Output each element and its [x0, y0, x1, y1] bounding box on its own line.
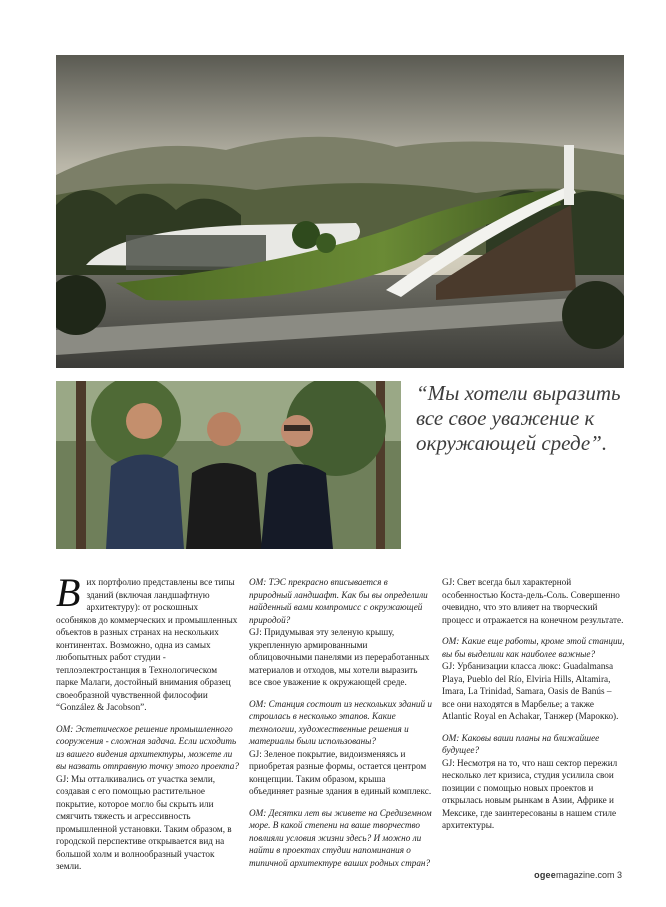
qa-block — [249, 698, 432, 798]
answer-text: GJ: Несмотря на то, что наш сектор пережил несколько лет кризиса, студия усилила свои позиции с помощью новых проектов и открылась новым рынкам в Азии, Африке и Мексике, где заинтересованы в нашем стиле архитектуры. — [442, 757, 618, 831]
question-text: OM: Десятки лет вы живете на Средиземном море. В какой степени на ваше творчество повлияли условия жизни здесь? И можно ли найти в проектах студии напоминания о типичной архитектуре ваших родных стран? — [249, 807, 432, 868]
article-column-1 — [56, 570, 239, 882]
magazine-site: magazine.com — [555, 870, 615, 880]
question-text: OM: Какие еще работы, кроме этой станции, вы бы выделили как наиболее важные? — [442, 636, 625, 659]
answer-text: GJ: Зеленое покрытие, видоизменяясь и приобретая разные формы, остается центром концепции. Таким образом, крыша объединяет разные здания в единый комплекс. — [249, 748, 432, 797]
answer-text: GJ: Придумывая эту зеленую крышу, укрепленную армированными облицовочными панелями из переработанных материалов и отходов, мы хотели выразить все свое уважение к окружающей среде. — [249, 627, 430, 688]
qa-block — [442, 576, 625, 626]
qa-block — [442, 732, 625, 832]
architects-portrait — [56, 381, 401, 549]
article-body — [56, 570, 626, 872]
hero-photo-power-plant — [56, 55, 624, 368]
pull-quote: “Мы хотели выразить все свое уважение к окружающей среде”. — [416, 381, 621, 456]
qa-block — [56, 723, 239, 873]
answer-text: GJ: Свет всегда был характерной особенностью Коста-дель-Соль. Совершенно очевидно, что это влияет на творческий процесс и отражается на конечном результате. — [442, 577, 624, 625]
intro-text: их портфолио представлены все типы зданий (включая ландшафтную архитектуру): от роскошных особняков до коммерческих и промышленных объектов в разных странах на нескольких континентах. Возможно, одна из самых любопытных работ студии - теплоэлектростанция в Технологическом парке Малаги, достойный внимания образец своеобразной чувственной философии “González & Jacobson”. — [56, 577, 238, 713]
drop-cap: В — [56, 570, 81, 615]
answer-text: GJ: Мы отталкивались от участка земли, создавая с его помощью растительное покрытие, которое могло бы скрыть или смягчить тяжесть и агрессивность промышленной установки. Таким образом, в городской перспективе открывается вид на большой холм и волнообразный участок земли. — [56, 773, 232, 872]
question-text: OM: Эстетическое решение промышленного сооружения - сложная задача. Если исходить из вашего видения архитектуры, можете ли вы назвать отправную точку этого проекта? — [56, 723, 239, 772]
page-number: 3 — [616, 870, 622, 880]
question-text: OM: ТЭС прекрасно вписывается в природный ландшафт. Как бы вы определили найденный вами компромисс с окружающей природой? — [249, 577, 428, 625]
portrait-photo-architects — [56, 381, 401, 549]
qa-block — [249, 576, 432, 689]
question-text: OM: Станция состоит из нескольких зданий и строилась в несколько этапов. Какие технологии, художественные решения и материалы были использованы? — [249, 698, 433, 747]
magazine-brand: ogee — [534, 870, 556, 880]
power-plant-rendering — [56, 55, 624, 368]
page-footer — [534, 870, 622, 880]
intro-paragraph — [56, 570, 239, 714]
qa-block — [442, 635, 625, 723]
article-column-2 — [249, 576, 432, 878]
qa-block — [249, 807, 432, 870]
article-column-3 — [442, 576, 625, 841]
question-text: OM: Каковы ваши планы на ближайшее будущее? — [442, 732, 600, 756]
answer-text: GJ: Урбанизации класса люкс: Guadalmansa Playa, Pueblo del Río, Elviria Hills, Altamira, Imara, La Trinidad, Samara, Oasis de Banús – все они находятся в Марбелье; а также Atlantic Royal en Achakar, Танжер (Марокко). — [442, 661, 619, 722]
